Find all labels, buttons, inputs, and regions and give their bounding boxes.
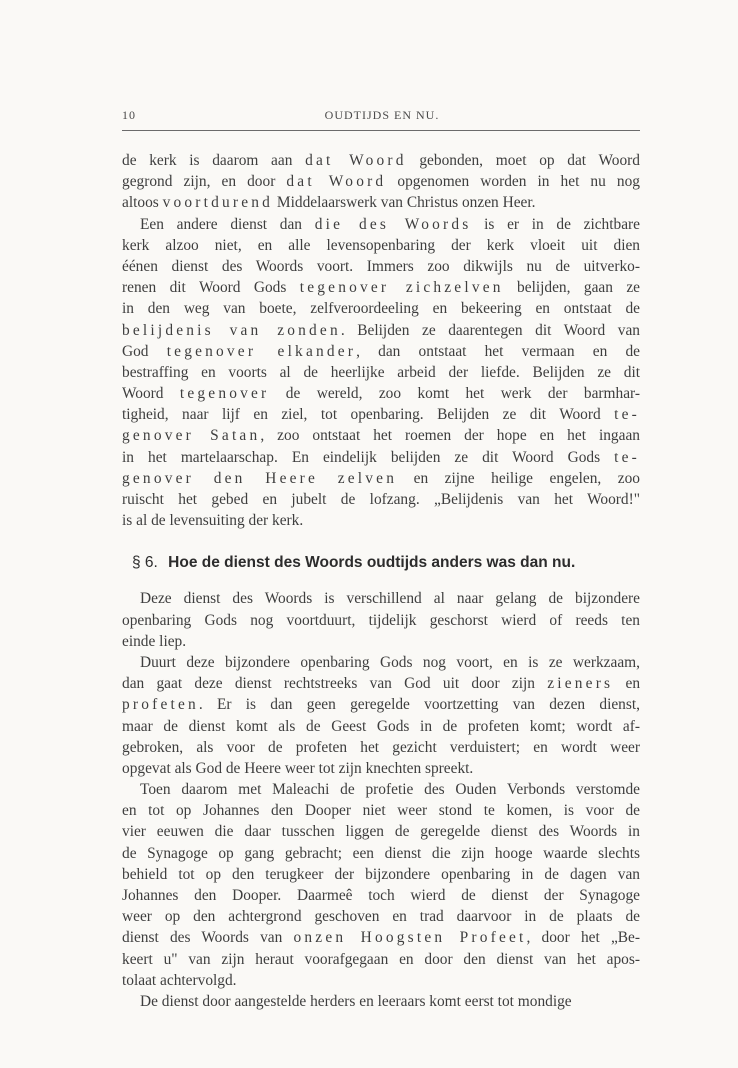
text-segment: Toen daarom met Maleachi de profetie des Ouden Verbonds verstomde <box>140 781 640 799</box>
text-line <box>122 652 640 673</box>
text-segment: dan gaat deze dienst rechtstreeks van God uit door zijn <box>122 675 548 693</box>
paragraph-4 <box>122 652 640 779</box>
text-segment: . Belijden ze daarentegen dit Woord van <box>340 321 640 339</box>
text-line <box>122 843 640 864</box>
text-segment: God <box>122 342 167 360</box>
emphasis-spaced: profeten <box>122 696 199 714</box>
text-segment: vier eeuwen die daar tusschen liggen de geregelde dienst des Woords in <box>122 823 640 841</box>
emphasis-spaced: tegenover zichzelven <box>299 279 504 297</box>
section-gap <box>122 531 640 550</box>
text-line <box>122 489 640 510</box>
text-segment: dienst des Woords van <box>122 929 294 947</box>
text-segment: renen dit Woord Gods <box>122 279 300 297</box>
text-line <box>122 171 640 192</box>
text-line <box>122 468 640 489</box>
text-segment: tigheid, naar lijf en ziel, tot openbaring. Belijden ze dit Woord <box>122 406 615 424</box>
text-segment: . Er is dan geen geregelde voortzetting van dezen dienst, <box>198 696 640 714</box>
text-segment: , zoo ontstaat het roemen der hope en het ingaan <box>260 427 640 445</box>
text-segment: ruischt het gebed en jubelt de lofzang. „Belijdenis van het Woord!" <box>122 491 640 508</box>
text-line <box>122 694 640 715</box>
text-line <box>122 588 640 609</box>
emphasis-spaced: genover Satan <box>122 427 261 445</box>
text-line <box>122 447 640 468</box>
text-line <box>122 885 640 906</box>
emphasis-spaced: te- <box>614 406 640 424</box>
emphasis-spaced: tegenover <box>179 385 270 403</box>
text-line <box>122 277 640 298</box>
text-line <box>122 192 640 213</box>
emphasis-spaced: belijdenis van zonden <box>122 321 341 339</box>
text-segment: de Synagoge op gang gebracht; een dienst die zijn hooge waarde slechts <box>122 844 640 862</box>
text-line <box>122 298 640 319</box>
text-segment: is er in de zichtbare <box>471 215 640 233</box>
text-line <box>122 991 640 1012</box>
text-segment: éénen dienst des Woords voort. Immers zoo dikwijls nu de uitverko- <box>122 257 640 275</box>
text-segment: gebonden, moet op dat Woord <box>406 152 640 169</box>
text-segment: openbaring Gods nog voortduurt, tijdelijk geschorst wierd of reeds ten <box>122 611 640 629</box>
text-line <box>122 864 640 885</box>
text-line <box>122 800 640 821</box>
paragraph-1 <box>122 150 640 214</box>
text-segment: gegrond zijn, en door <box>122 173 287 191</box>
emphasis-spaced: voortdurend <box>162 194 274 212</box>
text-segment: Middelaarswerk van Christus onzen Heer. <box>273 194 536 212</box>
emphasis-spaced: die des Woords <box>314 215 472 233</box>
text-segment: kerk alzoo niet, en alle levensopenbaring der kerk vloeit uit dien <box>122 236 640 254</box>
text-segment: is al de levensuiting der kerk. <box>122 512 304 530</box>
section-title: Hoe de dienst des Woords oudtijds anders was dan nu. <box>168 554 576 572</box>
section-gap-after <box>122 576 640 588</box>
text-line <box>122 737 640 758</box>
text-line <box>122 758 640 779</box>
text-segment: , dan ontstaat het vermaan en de <box>356 342 640 360</box>
text-segment: in den weg van boete, zelfveroordeeling en bekeering en ontstaat de <box>122 300 640 318</box>
text-segment: Deze dienst des Woords is verschillend al naar gelang de bijzondere <box>140 590 640 608</box>
text-line <box>122 779 640 800</box>
text-line <box>122 673 640 694</box>
emphasis-spaced: dat Woord <box>305 152 407 169</box>
emphasis-spaced: dat Woord <box>286 173 387 191</box>
text-line <box>122 404 640 425</box>
text-segment: in het martelaarschap. En eindelijk belijden ze dit Woord Gods <box>122 448 615 466</box>
emphasis-spaced: genover den Heere zelven <box>122 469 398 487</box>
section-number: § 6. <box>132 554 158 572</box>
text-line <box>122 610 640 631</box>
text-segment: en zijne heilige engelen, zoo <box>397 469 640 487</box>
text-line <box>122 821 640 842</box>
text-line <box>122 970 640 991</box>
paragraph-6 <box>122 991 640 1012</box>
page-number: 10 <box>122 108 136 122</box>
text-segment: , door het „Be- <box>526 929 640 947</box>
text-line <box>122 320 640 341</box>
text-line <box>122 716 640 737</box>
text-segment: en tot op Johannes den Dooper niet weer stond te komen, is voor de <box>122 802 640 820</box>
text-segment: Een andere dienst dan <box>140 215 315 233</box>
emphasis-spaced: zieners <box>547 675 614 693</box>
text-segment: weer op den achtergrond geschoven en trad daarvoor in de plaats de <box>122 908 640 926</box>
text-segment: de wereld, zoo komt het werk der barmhar- <box>269 385 640 403</box>
paragraph-5 <box>122 779 640 991</box>
text-segment: gebroken, als voor de profeten het gezicht verduistert; en wordt weer <box>122 738 640 756</box>
header-rule <box>122 130 640 131</box>
text-segment: de kerk is daarom aan <box>122 152 306 169</box>
text-segment: en <box>613 675 640 693</box>
text-line <box>122 383 640 404</box>
text-line <box>122 927 640 948</box>
paragraph-2 <box>122 214 640 532</box>
text-segment: maar de dienst komt als de Geest Gods in de profeten komt; wordt af- <box>122 717 640 735</box>
text-segment: keert u" van zijn heraut voorafgegaan en door den dienst van het apos- <box>122 950 640 968</box>
text-line <box>122 150 640 171</box>
text-line <box>122 949 640 970</box>
text-line <box>122 235 640 256</box>
text-segment: opgenomen worden in het nu nog <box>386 173 640 191</box>
text-segment: Johannes den Dooper. Daarmeê toch wierd de dienst der Synagoge <box>122 887 640 904</box>
text-line <box>122 425 640 446</box>
text-line <box>122 510 640 531</box>
text-line <box>122 214 640 235</box>
paragraph-3 <box>122 588 640 652</box>
text-segment: behield tot op den terugkeer der bijzondere openbaring in de dagen van <box>122 865 640 883</box>
text-segment: De dienst door aangestelde herders en leeraars komt eerst tot mondige <box>140 992 572 1010</box>
text-segment: tolaat achtervolgd. <box>122 971 237 989</box>
text-segment: einde liep. <box>122 632 187 650</box>
text-line <box>122 341 640 362</box>
running-title: OUDTIJDS EN NU. <box>324 108 440 122</box>
text-line <box>122 906 640 927</box>
body-text <box>122 150 640 1012</box>
emphasis-spaced: te- <box>614 448 640 466</box>
text-segment: altoos <box>122 194 163 212</box>
section-heading <box>122 550 640 576</box>
text-segment: Woord <box>122 385 180 403</box>
text-segment: bestraffing en voorts al de heerlijke arbeid der liefde. Belijden ze dit <box>122 363 640 381</box>
text-line <box>122 256 640 277</box>
text-segment: Duurt deze bijzondere openbaring Gods nog voort, en is ze werkzaam, <box>140 653 640 671</box>
text-segment: belijden, gaan ze <box>503 279 640 297</box>
emphasis-spaced: onzen Hoogsten Profeet <box>293 929 527 947</box>
text-segment: opgevat als God de Heere weer tot zijn knechten spreekt. <box>122 759 474 777</box>
text-line <box>122 631 640 652</box>
text-line <box>122 362 640 383</box>
emphasis-spaced: tegenover elkander <box>166 342 357 360</box>
